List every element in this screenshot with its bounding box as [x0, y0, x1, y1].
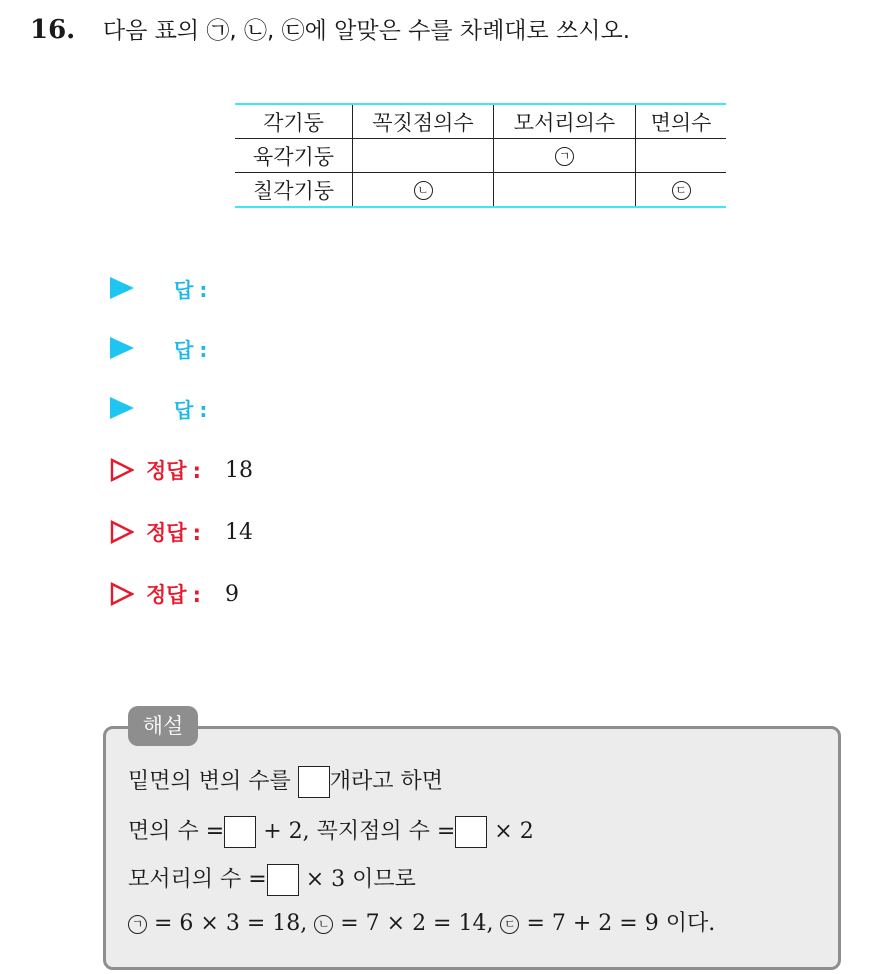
question-number: 16. [30, 15, 76, 45]
play-outline-icon [110, 582, 134, 606]
play-outline-icon [110, 458, 134, 482]
correct-value: 14 [224, 519, 253, 545]
explanation-line: 밑면의 변의 수를 개라고 하면 [128, 764, 443, 798]
table-header-cell: 각기둥 [235, 104, 353, 139]
blank-box [267, 864, 299, 896]
table-row [235, 173, 726, 208]
correct-answer-line [110, 579, 239, 609]
table-cell [353, 139, 494, 173]
answer-label: 답 : [174, 277, 208, 302]
circled-mark: ㄴ [314, 915, 333, 934]
blank-box [455, 816, 487, 848]
explanation-line: 면의 수 = + 2, 꼭지점의 수 = × 2 [128, 814, 534, 848]
table-cell [636, 173, 727, 208]
blank-box [298, 766, 330, 798]
correct-label: 정답 : [146, 521, 201, 545]
table-cell [636, 139, 727, 173]
circled-mark: ㄷ [500, 915, 519, 934]
answer-line [110, 273, 207, 303]
table-cell: 육각기둥 [235, 139, 353, 173]
correct-answer-line [110, 455, 253, 485]
table-row [235, 139, 726, 173]
question-text: 다음 표의 ㉠, ㉡, ㉢에 알맞은 수를 차례대로 쓰시오. [102, 18, 631, 44]
circled-mark: ㄱ [128, 915, 147, 934]
table-header-cell: 꼭짓점의수 [353, 104, 494, 139]
answer-label: 답 : [174, 337, 208, 362]
explanation-line: 모서리의 수 = × 3 이므로 [128, 862, 416, 896]
table-cell [494, 173, 636, 208]
circled-mark: ㄷ [672, 181, 691, 200]
correct-label: 정답 : [146, 459, 201, 483]
table-cell [353, 173, 494, 208]
answer-line [110, 333, 207, 363]
explanation-line: ㄱ = 6 × 3 = 18, ㄴ = 7 × 2 = 14, ㄷ = 7 + 2 = 9 이다. [128, 906, 715, 937]
prism-table [235, 103, 726, 208]
correct-label: 정답 : [146, 583, 201, 607]
table-cell: 칠각기둥 [235, 173, 353, 208]
correct-answer-line [110, 517, 253, 547]
answer-label: 답 : [174, 397, 208, 422]
table-header-cell: 면의수 [636, 104, 727, 139]
correct-value: 9 [224, 581, 239, 607]
table-header-cell: 모서리의수 [494, 104, 636, 139]
blank-box [224, 816, 256, 848]
circled-mark: ㄴ [414, 181, 433, 200]
table-header-row [235, 104, 726, 139]
table-cell [494, 139, 636, 173]
play-icon [110, 277, 134, 299]
play-icon [110, 337, 134, 359]
correct-value: 18 [224, 457, 253, 483]
explanation-tag: 해설 [128, 706, 198, 746]
answer-line [110, 393, 207, 423]
circled-mark: ㄱ [555, 147, 574, 166]
play-icon [110, 397, 134, 419]
question-header [30, 12, 630, 45]
play-outline-icon [110, 520, 134, 544]
